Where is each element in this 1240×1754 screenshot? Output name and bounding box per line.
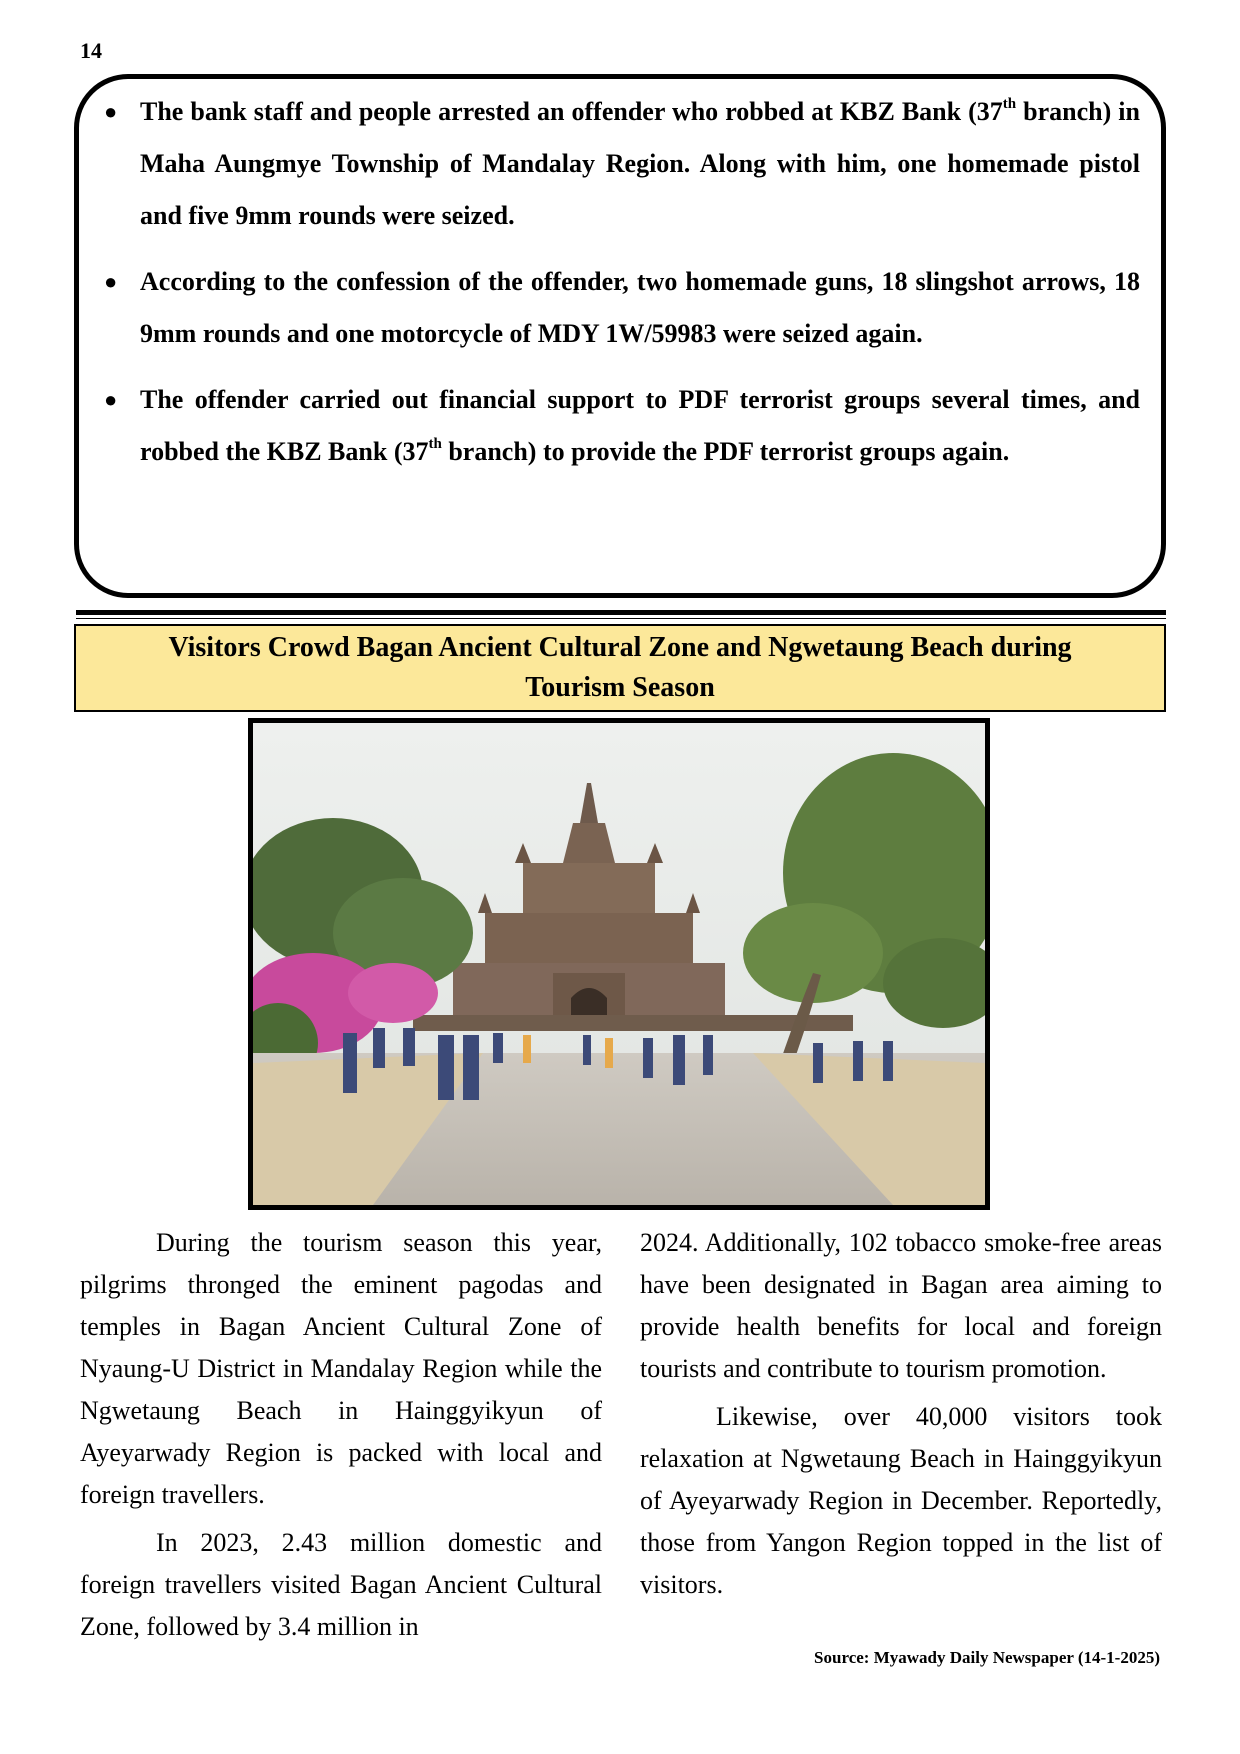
- bullet-item: [100, 374, 1140, 478]
- section-divider-thin: [76, 618, 1166, 619]
- bullet-superscript: th: [1002, 96, 1017, 112]
- paragraph: During the tourism season this year, pilgrims thronged the eminent pagodas and temples in Bagan Ancient Cultural Zone of Nyaung-U District in Mandalay Region while the Ngwetaung Beach in Hainggyikyun of Ayeyarwady Region is packed with local and foreign travellers.: [80, 1228, 602, 1509]
- summary-bullet-list: [100, 86, 1140, 492]
- bullet-dot-icon: ●: [104, 99, 118, 124]
- bullet-text-cont: branch) in Maha Aungmye Township of Mandalay Region. Along with him, one homemade pistol and five 9mm rounds were seized.: [140, 97, 1140, 230]
- paragraph: In 2023, 2.43 million domestic and foreign travellers visited Bagan Ancient Cultural Zone, followed by 3.4 million in: [80, 1528, 602, 1641]
- bullet-superscript: th: [428, 436, 442, 452]
- article-column-left: [80, 1222, 602, 1654]
- bullet-text: According to the confession of the offender, two homemade guns, 18 slingshot arrows, 18 9mm rounds and one motorcycle of MDY 1W/59983 were seized again.: [140, 267, 1140, 348]
- paragraph: Likewise, over 40,000 visitors took relaxation at Ngwetaung Beach in Hainggyikyun of Ayeyarwady Region in December. Reportedly, those from Yangon Region topped in the list of visitors.: [640, 1402, 1162, 1599]
- bullet-item: [100, 86, 1140, 242]
- bullet-dot-icon: ●: [104, 387, 118, 412]
- section-divider: [76, 610, 1166, 615]
- bullet-dot-icon: ●: [104, 269, 118, 294]
- headline-text: Visitors Crowd Bagan Ancient Cultural Zone and Ngwetaung Beach during Tourism Season: [168, 632, 1072, 703]
- article-column-right: [640, 1222, 1162, 1612]
- bullet-text: The offender carried out financial support to PDF terrorist groups several times, and robbed the KBZ Bank (37: [140, 385, 1140, 466]
- paragraph: 2024. Additionally, 102 tobacco smoke-free areas have been designated in Bagan area aiming to provide health benefits for local and foreign tourists and contribute to tourism promotion.: [640, 1228, 1162, 1383]
- source-credit: Source: Myawady Daily Newspaper (14-1-2025): [814, 1648, 1160, 1667]
- article-photo: [248, 718, 990, 1210]
- bagan-temple-photo: [253, 723, 985, 1205]
- bullet-item: [100, 256, 1140, 360]
- bullet-text-cont: branch) to provide the PDF terrorist groups again.: [441, 437, 1010, 466]
- article-headline: [74, 624, 1166, 712]
- page-number: 14: [80, 38, 102, 63]
- bullet-text: The bank staff and people arrested an offender who robbed at KBZ Bank (37: [140, 97, 1003, 126]
